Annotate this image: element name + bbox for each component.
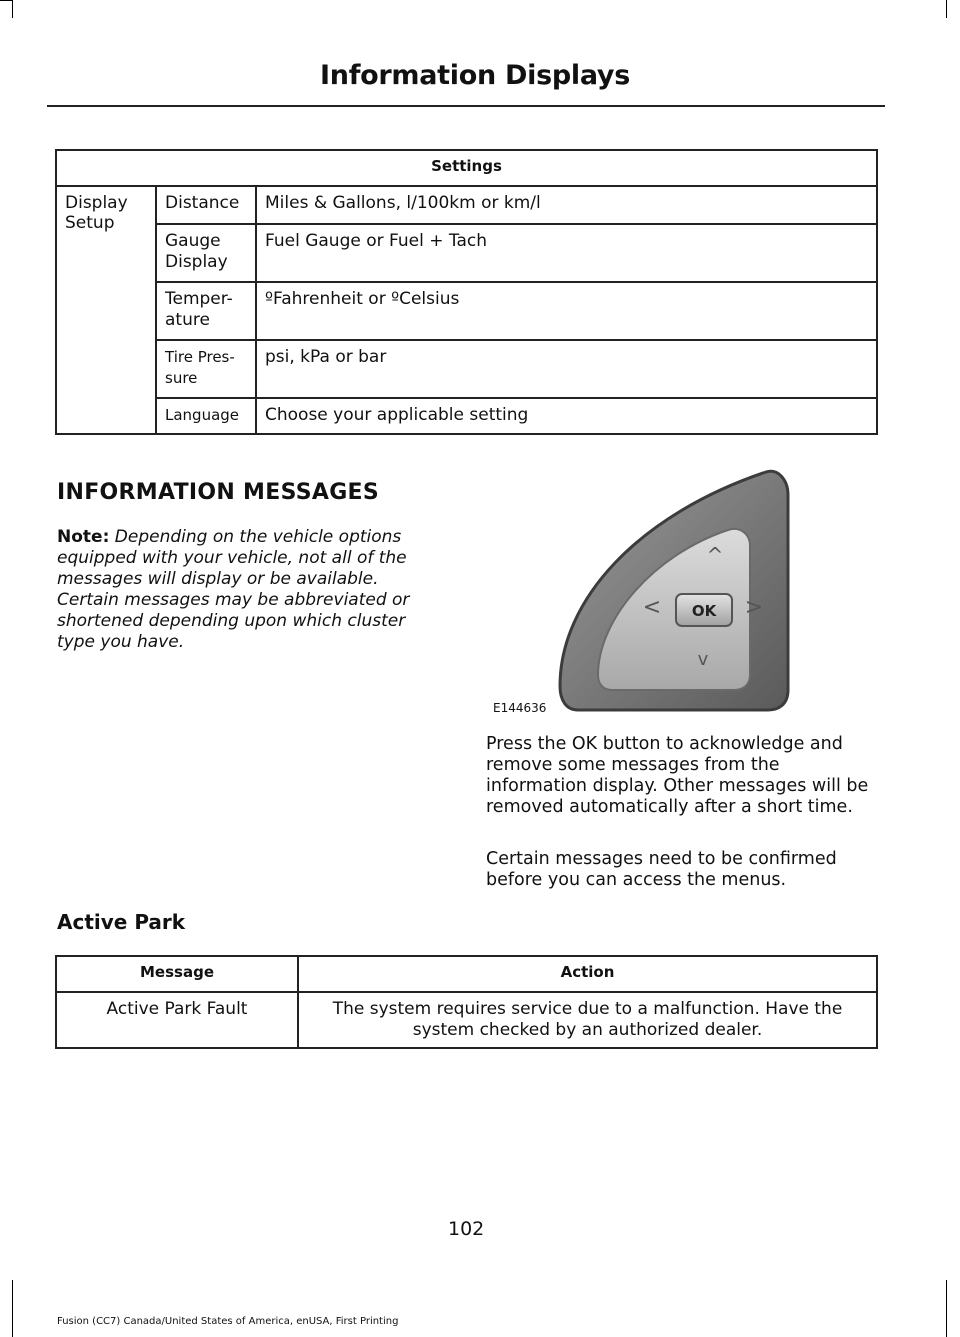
- crop-mark: [0, 0, 12, 1]
- setting-value: Choose your applicable setting: [256, 398, 877, 434]
- confirm-paragraph: Certain messages need to be confirmed before you can access the menus.: [486, 849, 837, 890]
- page-number: 102: [448, 1218, 485, 1240]
- section-title: INFORMATION MESSAGES: [57, 480, 380, 505]
- setting-name: Gauge Display: [156, 224, 256, 282]
- settings-table: [55, 149, 878, 435]
- note-label: Note:: [57, 527, 110, 547]
- right-arrow-icon: >: [744, 595, 764, 620]
- active-park-title: Active Park: [57, 910, 186, 934]
- column-header-message: Message: [56, 956, 298, 992]
- header-divider: [47, 105, 885, 107]
- message-cell: Active Park Fault: [56, 992, 298, 1048]
- up-arrow-icon: ^: [706, 543, 724, 567]
- ok-button-label: OK: [691, 602, 717, 620]
- setting-name: Tire Pres- sure: [156, 340, 256, 398]
- setting-name: Temper- ature: [156, 282, 256, 340]
- crop-mark: [946, 0, 947, 18]
- ok-button-paragraph: Press the OK button to acknowledge and remove some messages from the information display. Other messages will be removed automatically after a short time.: [486, 734, 869, 817]
- note-paragraph: [57, 527, 432, 653]
- column-header-action: Action: [298, 956, 877, 992]
- action-cell: The system requires service due to a malfunction. Have the system checked by an authorized dealer.: [298, 992, 877, 1048]
- settings-table-heading: Settings: [56, 150, 877, 186]
- footer-text: Fusion (CC7) Canada/United States of America, enUSA, First Printing: [57, 1316, 399, 1327]
- crop-mark: [946, 1280, 947, 1337]
- down-arrow-icon: v: [697, 649, 709, 670]
- setting-value: ºFahrenheit or ºCelsius: [256, 282, 877, 340]
- crop-mark: [12, 1280, 13, 1337]
- left-arrow-icon: <: [642, 595, 662, 620]
- figure-id: E144636: [493, 701, 547, 715]
- setting-name: Language: [156, 398, 256, 434]
- setting-value: psi, kPa or bar: [256, 340, 877, 398]
- settings-group-label: Display Setup: [56, 186, 156, 434]
- setting-value: Miles & Gallons, l/100km or km/l: [256, 186, 877, 224]
- active-park-table: [55, 955, 878, 1049]
- setting-value: Fuel Gauge or Fuel + Tach: [256, 224, 877, 282]
- crop-mark: [12, 0, 13, 18]
- steering-wheel-switch-illustration: [488, 460, 808, 720]
- setting-name: Distance: [156, 186, 256, 224]
- note-text: Depending on the vehicle options equipped with your vehicle, not all of the messages will display or be available. Certain messages may be abbreviated or shortened depending upon which cluster type you have.: [57, 527, 410, 652]
- page-header-title: Information Displays: [320, 60, 630, 91]
